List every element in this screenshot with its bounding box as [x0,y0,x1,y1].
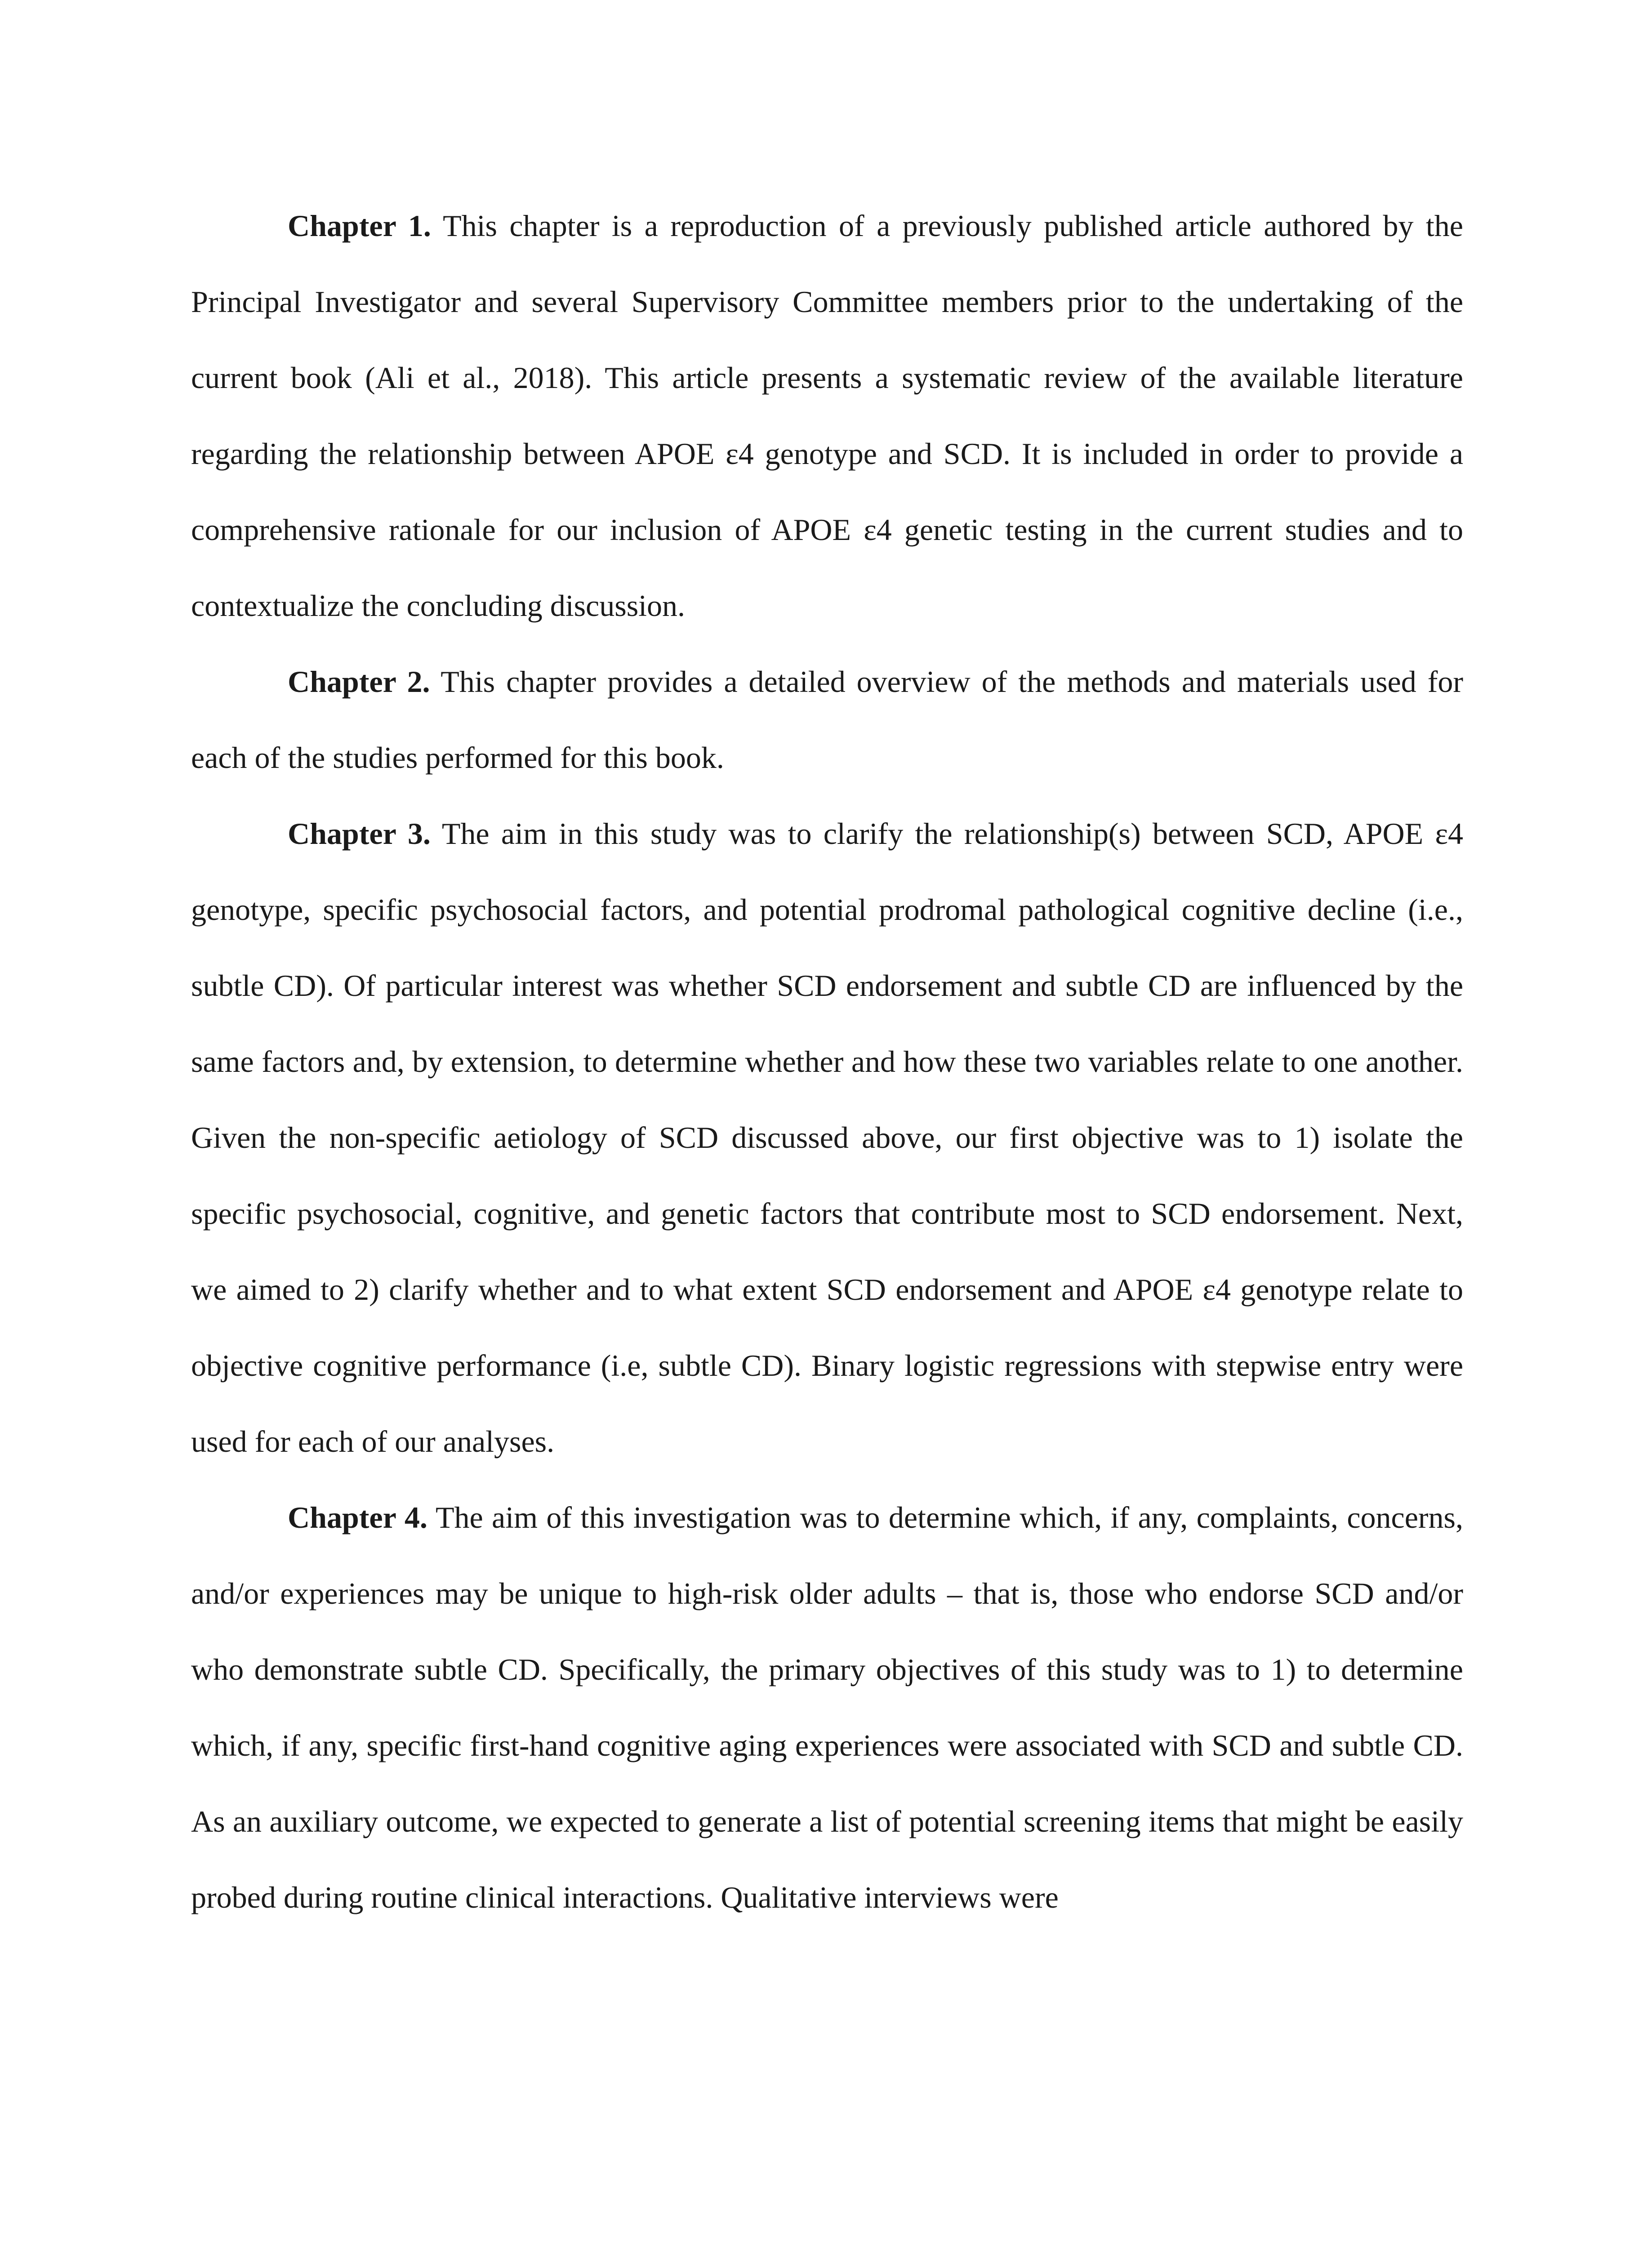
chapter-3-text: The aim in this study was to clarify the relationship(s) between SCD, APOE ε4 genotype, specific psychosocial factors, and potential prodromal pathological cognitive decline (i.e., subtle CD). Of particular interest was whether SCD endorsement and subtle CD are influenced by the same factors and, by extension, to determine whether and how these two variables relate to one another. Given the non-specific aetiology of SCD discussed above, our first objective was to 1) isolate the specific psychosocial, cognitive, and genetic factors that contribute most to SCD endorsement. Next, we aimed to 2) clarify whether and to what extent SCD endorsement and APOE ε4 genotype relate to objective cognitive performance (i.e, subtle CD). Binary logistic regressions with stepwise entry were used for each of our analyses. [191,816,1463,1459]
body-text [191,188,1463,1936]
chapter-4-heading: Chapter 4. [288,1500,427,1534]
chapter-2-text: This chapter provides a detailed overview of the methods and materials used for each of the studies performed for this book. [191,665,1463,775]
paragraph-chapter-2 [191,644,1463,796]
paragraph-chapter-4 [191,1480,1463,1936]
chapter-3-heading: Chapter 3. [288,816,431,851]
chapter-2-heading: Chapter 2. [288,665,430,699]
paragraph-chapter-3 [191,796,1463,1480]
chapter-1-heading: Chapter 1. [288,209,431,243]
paragraph-chapter-1 [191,188,1463,644]
chapter-4-text: The aim of this investigation was to determine which, if any, complaints, concerns, and/or experiences may be unique to high-risk older adults – that is, those who endorse SCD and/or who demonstrate subtle CD. Specifically, the primary objectives of this study was to 1) to determine which, if any, specific first-hand cognitive aging experiences were associated with SCD and subtle CD. As an auxiliary outcome, we expected to generate a list of potential screening items that might be easily probed during routine clinical interactions. Qualitative interviews were [191,1500,1463,1914]
chapter-1-text: This chapter is a reproduction of a previously published article authored by the Principal Investigator and several Supervisory Committee members prior to the undertaking of the current book (Ali et al., 2018). This article presents a systematic review of the available literature regarding the relationship between APOE ε4 genotype and SCD. It is included in order to provide a comprehensive rationale for our inclusion of APOE ε4 genetic testing in the current studies and to contextualize the concluding discussion. [191,209,1463,623]
